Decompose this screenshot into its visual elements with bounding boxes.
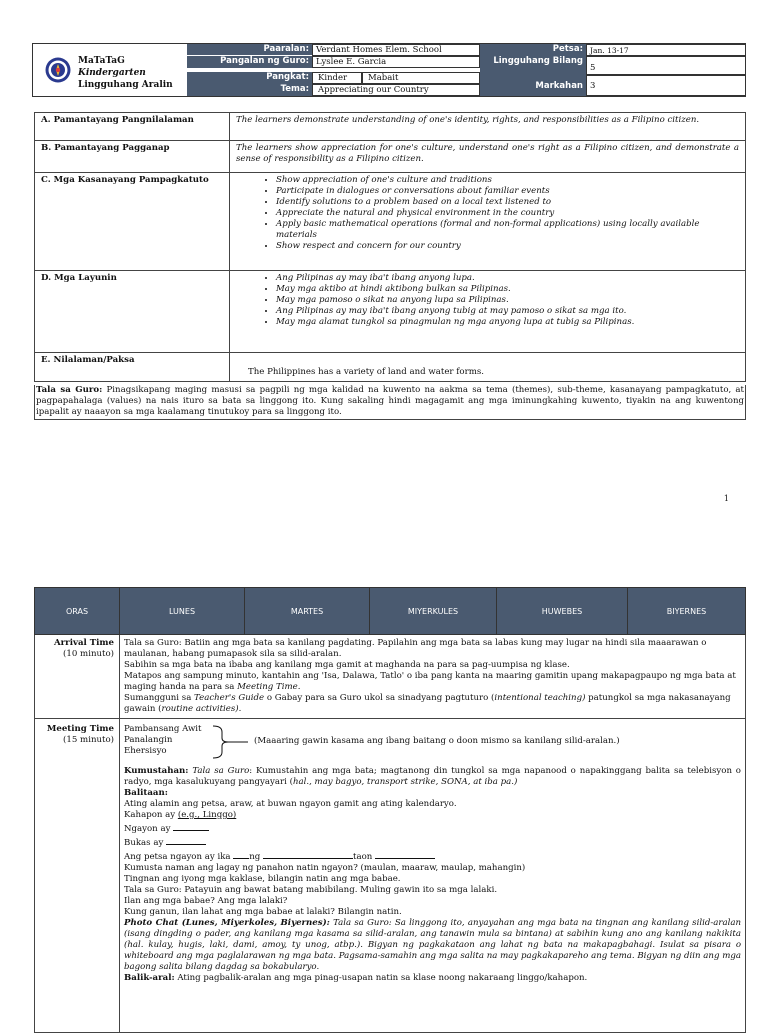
meeting-content — [120, 719, 746, 1033]
col-lunes: LUNES — [120, 588, 245, 635]
pangkat-label: Pangkat: — [187, 72, 312, 84]
standard-c-label: C. Mga Kasanayang Pampagkatuto — [35, 173, 230, 271]
balitaan-line: Kumusta naman ang lagay ng panahon natin ngayon? (maulan, maaraw, maulap, mahangin) — [124, 863, 526, 873]
competency-item: • Identify solutions to a problem based on a local text listened to — [276, 197, 739, 208]
arrival-text: Matapos ang sampung minuto, kantahin ang 'Isa, Dalawa, Tatlo' o iba pang kanta na maaring gamitin upang makapagpaupo ng mga bata at maging handa na para sa — [124, 671, 736, 692]
tema-label: Tema: — [187, 84, 312, 96]
arrival-duration: (10 minuto) — [63, 649, 114, 659]
paaralan-label: Paaralan: — [187, 44, 312, 55]
routine-ehersisyo: Ehersisyo — [124, 746, 167, 756]
competency-item: • Show appreciation of one's culture and traditions — [276, 175, 739, 186]
standards-table — [34, 112, 746, 382]
balitaan-line: Ilan ang mga babae? Ang mga lalaki? — [124, 896, 288, 906]
arrival-text: patungkol sa mga nakasanayang gawain ( — [124, 693, 731, 714]
arrival-content — [120, 635, 746, 719]
brand-kindergarten: Kindergarten — [78, 68, 146, 78]
kumustahan-text: : Kumustahin ang mga bata; magtanong din tungkol sa mga napanood o napakinggang balita sa telebisyon o radyo, mga kasalukuyang pangyayari ( — [124, 766, 741, 787]
markahan-value: 3 — [586, 75, 746, 96]
competency-item: • Participate in dialogues or conversations about familiar events — [276, 186, 739, 197]
opening-routines — [124, 724, 741, 760]
teacher-note-text: Pinagsikapang maging masusi sa pagpili ng mga kalidad na kuwento na aakma sa tema (themes), sub-theme, kasanayang pampagkatuto, at pagpapahalaga (values) na nais ituro sa bata sa linggong ito. Kung sakaling hindi magagamit ang mga iminungkahing kuwento, tiyakin na ang kuwentong ipapalit ay naaayon sa mga kaalamang tinutukoy para sa linggong ito. — [36, 385, 744, 417]
competency-item: • Appreciate the natural and physical environment in the country — [276, 208, 739, 219]
standard-d-label: D. Mga Layunin — [35, 271, 230, 353]
page-number: 1 — [723, 494, 729, 503]
schedule-header-row — [35, 588, 746, 635]
bilang-value: 5 — [586, 56, 746, 75]
tema-value: Appreciating our Country — [312, 84, 480, 96]
deped-seal-icon — [45, 49, 71, 91]
balitaan-text: taon — [353, 852, 373, 862]
standard-c-list — [230, 173, 746, 271]
objective-item: • May mga pamoso o sikat na anyong lupa sa Pilipinas. — [276, 295, 739, 306]
brace-icon — [212, 724, 252, 760]
standard-a-label: A. Pamantayang Pangnilalaman — [35, 113, 230, 141]
kumustahan-examples: hal., may bagyo, transport strike, SONA, at iba pa.) — [292, 777, 518, 787]
balik-aral — [124, 973, 741, 984]
balitaan-text: ng — [249, 852, 261, 862]
bilang-label: Lingguhang Bilang — [480, 56, 586, 75]
balitaan-line: Tingnan ang iyong mga kaklase, bilangin natin ang mga babae. — [124, 874, 401, 884]
kumustahan-label: Kumustahan: — [124, 766, 189, 776]
arrival-text: Sumangguni sa — [124, 693, 195, 703]
competency-item: • Show respect and concern for our country — [276, 241, 739, 252]
routine-note: (Maaaring gawin kasama ang ibang baitang o doon mismo sa kanilang silid-aralan.) — [254, 736, 620, 746]
photo-chat-label: Photo Chat (Lunes, Miyerkoles, Biyernes): — [124, 918, 330, 928]
petsa-label: Petsa: — [480, 44, 586, 56]
objective-item: • May mga alamat tungkol sa pinagmulan ng mga anyong lupa at tubig sa Pilipinas. — [276, 317, 739, 328]
arrival-line — [124, 693, 741, 715]
blank-line[interactable] — [166, 835, 206, 845]
routine-panalangin: Panalangin — [124, 735, 173, 745]
col-miyerkules: MIYERKULES — [370, 588, 497, 635]
standard-b-label: B. Pamantayang Pagganap — [35, 141, 230, 173]
balitaan-text: Kahapon ay — [124, 810, 178, 820]
guro-label: Pangalan ng Guro: — [187, 56, 312, 68]
pangkat-value-2: Mabait — [362, 72, 480, 84]
teacher-note — [34, 385, 746, 420]
blank-line[interactable] — [233, 849, 249, 859]
arrival-time-cell — [35, 635, 120, 719]
meeting-time-cell — [35, 719, 120, 1033]
blank-line[interactable] — [173, 821, 209, 831]
standard-b-text: The learners show appreciation for one's culture, understand one's right as a Filipino citizen, and demonstrate a sense of responsibility as a Filipino citizen. — [230, 141, 746, 173]
standard-row-e — [35, 353, 746, 382]
balitaan-line — [124, 835, 741, 849]
balitaan-line — [124, 810, 741, 821]
arrival-row — [35, 635, 746, 719]
markahan-label: Markahan — [480, 75, 586, 96]
standard-d-list — [230, 271, 746, 353]
objective-item: • Ang Pilipinas ay may iba't ibang anyong tubig at may pamoso o sikat sa mga ito. — [276, 306, 739, 317]
balik-aral-text: Ating pagbalik-aralan ang mga pinag-usapan natin sa klase noong nakaraang linggo/kahapon. — [174, 973, 588, 983]
competency-item: • Apply basic mathematical operations (formal and non-formal applications) using locally available materials — [276, 219, 739, 241]
schedule-table — [34, 587, 746, 1033]
standard-row-b — [35, 141, 746, 173]
meeting-row — [35, 719, 746, 1033]
photo-chat-text: Tala sa Guro: Sa linggong ito, anyayahan ang mga bata na tingnan ang kanilang silid-aralan (isang dingding o pader, ang kanilang mga kasama sa silid-aralan, ang tanawin mula sa bintana) at sabihin kung ano ang kanilang nakikita (hal. kulay, hugis, laki, dami, amoy, ty unog, atbp.). Bigyan ng pagkakataon ang lahat ng bata na makapagbahagi. Isulat sa pisara o whiteboard ang mga paglalarawan ng mga bata. Pagsama-samahin ang mga salita na may pagkakapareho ang tema. Bigyan ng diin ang mga bagong salita bilang dagdag sa bokabularyo. — [124, 918, 741, 972]
standard-e-label: E. Nilalaman/Paksa — [35, 353, 230, 382]
arrival-line: Sabihin sa mga bata na ibaba ang kanilang mga gamit at maghanda na para sa pag-uumpisa ng klase. — [124, 660, 570, 670]
blank-line[interactable] — [263, 849, 353, 859]
balitaan-line: Kung ganun, ilan lahat ang mga babae at lalaki? Bilangin natin. — [124, 907, 402, 917]
balitaan-text: Ang petsa ngayon ay ika — [124, 852, 231, 862]
meeting-time-label: Meeting Time — [46, 724, 114, 734]
balitaan-line — [124, 821, 741, 835]
meeting-time-ref: Meeting Time. — [237, 682, 301, 692]
objective-item: • May mga aktibo at hindi aktibong bulkan sa Pilipinas. — [276, 284, 739, 295]
brand-lingguhang-aralin: Lingguhang Aralin — [78, 80, 173, 90]
meeting-duration: (15 minuto) — [63, 735, 114, 745]
col-martes: MARTES — [245, 588, 370, 635]
routine-activities-ref: routine activities). — [161, 704, 242, 714]
standard-e-text: The Philippines has a variety of land and water forms. — [230, 353, 746, 382]
photo-chat — [124, 918, 741, 973]
kumustahan-note-label: Tala sa Guro — [188, 766, 250, 776]
balitaan-text: Bukas ay — [124, 838, 164, 848]
petsa-value: Jan. 13-17 — [586, 44, 746, 56]
paaralan-value: Verdant Homes Elem. School — [312, 44, 480, 56]
teachers-guide-ref: Teacher's Guide — [194, 693, 265, 703]
brand-matatag: MaTaTaG — [78, 56, 125, 66]
col-biyernes: BIYERNES — [628, 588, 746, 635]
col-oras: ORAS — [35, 588, 120, 635]
guro-value: Lyslee E. Garcia — [312, 56, 480, 68]
pangkat-value-1: Kinder — [312, 72, 362, 84]
standard-a-text: The learners demonstrate understanding of one's identity, rights, and responsibilities as a Filipino citizen. — [230, 113, 746, 141]
balitaan-line: Tala sa Guro: Patayuin ang bawat batang mabibilang. Muling gawin ito sa mga lalaki. — [124, 885, 498, 895]
routine-awit: Pambansang Awit — [124, 724, 202, 734]
arrival-text: o Gabay para sa Guro ukol sa sinadyang pagtuturo ( — [264, 693, 495, 703]
arrival-time-label: Arrival Time — [53, 638, 114, 648]
balik-aral-label: Balik-aral: — [124, 973, 175, 983]
standard-row-a — [35, 113, 746, 141]
balitaan-label: Balitaan: — [124, 788, 168, 798]
arrival-line: Tala sa Guro: Batiin ang mga bata sa kanilang pagdating. Papilahin ang mga bata sa labas kung may lugar na hindi sila maaarawan o maulanan, habang pumapasok sila sa silid-aralan. — [124, 638, 707, 659]
col-huwebes: HUWEBES — [497, 588, 628, 635]
kumustahan — [124, 766, 741, 788]
standard-row-d — [35, 271, 746, 353]
arrival-line — [124, 671, 741, 693]
teacher-note-label: Tala sa Guro: — [36, 385, 103, 395]
balitaan-example: (e.g., Linggo) — [177, 810, 237, 820]
balitaan-line — [124, 849, 741, 863]
blank-line[interactable] — [375, 849, 435, 859]
balitaan-text: Ngayon ay — [124, 824, 171, 834]
balitaan-line: Ating alamin ang petsa, araw, at buwan ngayon gamit ang ating kalendaryo. — [124, 799, 457, 809]
intentional-teaching-ref: intentional teaching) — [494, 693, 586, 703]
objective-item: • Ang Pilipinas ay may iba't ibang anyong lupa. — [276, 273, 739, 284]
standard-row-c — [35, 173, 746, 271]
